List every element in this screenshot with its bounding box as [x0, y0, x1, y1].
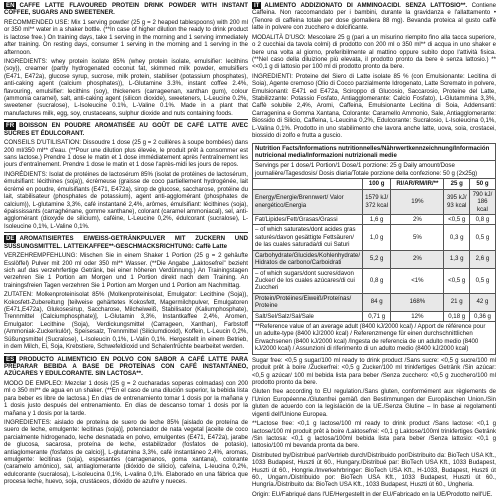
row-value-ri: 2% — [391, 214, 444, 224]
de-usage: VERZEHREMPFEHLUNG: Mischen Sie in einem Shaker 1 Portion (25 g = 2 gehäufte Esslöffel) Pulver mit 200 ml oder 350 ml** Wasser. (**Die Angabe „Laktosefrei" bezieht sich auf das verzehrfertige Getränk, bei einer höheren Verdünnung.) An Trainingstagen verzehren Sie 1 Portion am Morgen und 1 Portion direkt nach dem Training. An trainingsfreien Tagen verzehren Sie 1 Portion am Morgen und 1 Portion am Nachmittag. — [4, 252, 248, 289]
row-label: Fat/Lipides/Fett/Grasas/Grassi — [253, 214, 363, 224]
nutrition-title: Nutrition Facts/Informations nutritionnelles/Nährwertkennzeichnung/Información nutricional media/Informazioni nutrizionali medie — [253, 143, 496, 161]
divider — [4, 232, 248, 233]
lactose-free-note: **Lactose free: <0,1 g lactose/100 ml ready to drink product /Sans lactose: <0,1 g lactose/100 ml produit prêt à boire /Laktosefrei: <0,1 g Laktose/100ml trinkfertiges Getränk /Sin lactosa: <0,1 g lactosa/100ml bebida lista para beber /Senza lattosio: <0,1 g lattosio/100 ml bevanda pronta da bere. — [252, 420, 496, 450]
row-value-100g: 0,71 g — [363, 311, 391, 321]
table-row — [253, 311, 496, 321]
it-intro: Contiene Caffeina. Non raccomandato per i bambini, durante la gravidanza e l'allattamento • (Tenore di caffeina totale per dose giornaliera 88 mg). Bevanda proteica al gusto caffè latte in polvere con zucchero e dolcificante. — [252, 2, 496, 32]
en-title: CAFFÈ LATTE FLAVOURED PROTEIN DRINK POWDER WITH INSTANT COFFEE, SUGARS AND SWEETENER. — [4, 2, 248, 17]
de-title: AROMATISIERTES EIWEISS-GETRÄNKPULVER MIT ZUCKERN UND SÜSSUNGSMITTEL. LATTE/KAFFEE**-GESCHMACKSRICHTUNG: Caffè Latte — [4, 235, 248, 250]
left-column — [4, 2, 248, 498]
fr-section — [4, 122, 248, 137]
header-50g: 50 g — [469, 179, 495, 189]
lang-badge-de: DE — [6, 235, 15, 243]
distributor-note: Distributed by/Distribué par/Vertrieb durch/Distribuido por/Distribuito da: BioTech USA Kft., 1033 Budapest, Huszti út 60., Hungary./Distribué par: BioTech USA Kft., 1033 Budapest, Huszti út 60., Hongrie./Inverkehrbringer: BioTech USA Kft., H-1033, Budapest, Huszti út 60., Ungarn./Distribuido por: BioTech USA Kft., 1033 Budapest, Huszti út 60., Hungría./Distribuito da: BioTech USA Kft., 1033 Budapest, Huszti út 60., Ungheria. — [252, 451, 496, 489]
table-row — [253, 293, 496, 311]
nutrition-table — [252, 143, 496, 355]
es-title: PRODUCTO ALIMENTICIO EN POLVO CON SABOR A CAFÉ LATTE PARA PREPARAR BEBIDA A BASE DE PROTEÍNAS CON CAFÉ INSTANTÁNEO, AZÚCARES Y EDULCORANTE. SIN LACTOSA**. — [4, 355, 248, 378]
row-label: Energy/Energie/Brennwert/ Valor energético/Energia — [253, 189, 363, 214]
row-value-50g: 790 kJ/ 186 kcal — [469, 189, 495, 214]
row-value-ri: 5% — [391, 225, 444, 250]
table-row — [253, 189, 496, 214]
gluten-free-note: Gluten free according to EU regulation./Sans gluten, conformément aux règlements de l'Union Européenne./Glutenfrei gemäß den Bestimmungen der Europäischen Union./Sin gluten de acuerdo con la legislación de la UE./Senza Glutine – In base ai regolamenti vigenti dell'Unione Europea. — [252, 388, 496, 418]
row-value-ri: 168% — [391, 293, 444, 311]
es-section — [4, 356, 248, 378]
row-value-100g: 1,0 g — [363, 225, 391, 250]
row-value-50g: 42 g — [469, 293, 495, 311]
it-usage: MODALITÀ D'USO: Mescolare 25 g (pari a un misurino riempito fino alla tacca superiore, o 2 cucchiai da tavola colmi) di prodotto con 200 ml o 350 ml** di acqua in uno shaker e bere una volta al giorno, preferibilmente al mattino oppure subito dopo l'attività fisica. (**Nel caso della diluizione più elevata, il prodotto pronto da bere è senza lattosio.) **<<0,1 g di lattosio per 100 ml di prodotto pronto da bere. — [252, 33, 496, 71]
row-value-50g: 0,5 g — [469, 225, 495, 250]
sugar-free-note: Sugar free: <0,5 g sugar/100 ml ready to drink product /Sans sucre: <0,5 g sucre/100 ml produit prêt à boire /Zuckerfrei: <0,5 g Zucker/100 ml trinkfertiges Getränk /Sin azúcar: <0,5 g azúcar/ 100 ml bebida lista para beber /Senza zucchero: <0,5 g zucchero/100 ml prodotto pronto da bere. — [252, 356, 496, 386]
header-empty — [253, 179, 363, 189]
en-ingredients: INGREDIENTS: whey protein isolate 85% (whey protein isolate, emulsifier: lecithins (soy)), creamer (partly hydrogenated coconut fat, skimmed milk powder, emulsifiers (E471, E472a), glucose syrup, sucrose, milk protein, stabiliser (potassium phosphates), anti-caking agent (calcium phosphates)), L-Glutamine 3.3%, instant coffee 2.4%, flavouring, emulsifier: lecithins (soy), thickeners (carrageenan, xanthan gum), colour (ammonia caramel), salt, anti-caking agent (silicon dioxide), sweeteners, L-Leucine 0.2%, sweetener (sucralose), L-Isoleucine 0.1%, L-Valine 0.1%. Made in a plant that manufactures milk, egg, soy, crustaceans, sulphur dioxide and nuts containing foods. — [4, 57, 248, 117]
row-value-25g: 0,18 g — [444, 311, 469, 321]
table-row — [253, 214, 496, 224]
row-value-50g: 0,8 g — [469, 214, 495, 224]
row-value-50g: 0,36 g — [469, 311, 495, 321]
divider — [4, 353, 248, 354]
row-value-25g: 395 kJ/ 93 kcal — [444, 189, 469, 214]
row-label: Carbohydrate/Glucides/Kohlenhydrate/ Hidratos de carbono/Carboidrati — [253, 250, 363, 268]
it-ingredients: INGREDIENTI: Proteine del Siero di Latte isolate 85 % (con Emulsionante: Lecitina di Soia), Agente cremoso (Olio di Cocco parzialmente Idrogenato, Latte Scremato in polvere, Emulsionanti: E471 ed E472a, Sciroppo di Glucosio, Saccarosio, Proteine del Latte, Stabilizzante: Potassio Fosfato, Antiagglomerante: Calcio Fosfato), L-Glutammina 3,3%, Caffè solubile 2,4%, Aromi, Caffeina, Emulsionante Lecitina di Soia, Addensanti: Carragenina e Gomma Xantana, Colorante: Caramello Ammonio, Sale, Antiagglomerante: Biossido di Silicio, Caffeina, L-Leucina 0,2%, Edulcorante: Sucralosio, L-Isoleucina 0,1%, L-Valina 0,1%. Prodotto in uno stabilimento che lavora anche latte, uova, soia, crostacei, biossido di zolfo e frutta a guscio. — [252, 72, 496, 140]
right-column — [252, 2, 496, 498]
row-value-ri: 12% — [391, 311, 444, 321]
lang-badge-en: EN — [6, 2, 15, 9]
fr-usage: CONSEILS D'UTILISATION: Dissoudre 1 dose (25 g = 2 cuillères à soupe bombées) dans 200 ml/350 ml** d'eau. (**Pour une dilution plus élevée, le produit prêt à consommer est sans lactose.) Prendre 1 dose le matin et 1 dose immédiatement après l'entraînement les jours d'entraînement. Prendre 1 dose le matin et 1 dose l'après-midi les jours de repos. — [4, 139, 248, 169]
row-value-25g: <0,5 g — [444, 268, 469, 293]
fr-ingredients: INGRÉDIENTS: Isolat de protéines de lactosérum 85% (isolat de protéines de lactosérum, émulsifiant: lécithines (soja)), écrémeuse (graisse de coco partiellement hydrogénée, lait écrémé en poudre, émulsifiants (E471, E472a), sirop de glucose, saccharose, protéine du lait, stabilisateur (phosphates de potassium), agent anti-agglomérant (phosphates de calcium)), L-glutamine 3,3%, café instantané 2,4%, arômes, émulsifiant: lécithines (soja), épaississants (carraghénane, gomme xanthane), colorant (caramel ammoniacal), sel, anti-agglomérant (dioxyde de silicium), caféine, L-Leucine 0,2%, édulcorant (sucralose), L-Isoleucine 0,1%, L-Valine 0,1%. — [4, 170, 248, 230]
row-value-50g: 0,5 g — [469, 268, 495, 293]
row-label: – of which saturates/dont acides gras saturés/davon gesättigte Fettsäuren/ de las cuales saturada/di cui Saturi — [253, 225, 363, 250]
row-value-25g: 21 g — [444, 293, 469, 311]
en-section — [4, 2, 248, 17]
es-usage: MODO DE EMPLEO: Mezclar 1 dosis (25 g = 2 cucharadas soperas colmadas) con 200 ml o 350 ml** de agua en un shaker. (**En el caso de una dilución superior, la bebida lista para beber es libre de lactosa.) En días de entrenamiento tomar 1 dosis por la mañana y 1 dosis justo después del entrenamiento. En días de descanso tomar 1 dosis por la mañana y 1 dosis por la tarde. — [4, 379, 248, 417]
header-25g: 25 g — [444, 179, 469, 189]
row-value-25g: 1,3 g — [444, 250, 469, 268]
table-row — [253, 268, 496, 293]
header-100g: 100 g — [363, 179, 391, 189]
row-value-ri: <1% — [391, 268, 444, 293]
lang-badge-fr: FR — [6, 122, 15, 130]
row-value-25g: 0,3 g — [444, 225, 469, 250]
row-value-100g: 5,2 g — [363, 250, 391, 268]
nutrition-footnote: **Reference value of an average adult (8400 kJ/2000 kcal) / Apport de référence pour un adulte-type (8400 kJ/2000 kcal) / Referenzmenge für einen durchschnittlichen Erwachsenen (8400 kJ/2000 kcal) /Ingesta de referencia de un adulto medio (8400 kJ/2000 kcal) / Assunzioni di riferimento di un adulto medio (8400 kJ/2000 kcal) — [253, 322, 496, 355]
row-value-100g: 0,8 g — [363, 268, 391, 293]
fr-title: BOISSON EN POUDRE AROMATISÉE AU GOÛT DE CAFÉ LATTE AVEC SUCRES ET ÉDULCORANT. — [4, 122, 248, 137]
row-value-ri: 19% — [391, 189, 444, 214]
table-row — [253, 225, 496, 250]
en-recommended-use: RECOMMENDED USE: Mix 1 serving powder (25 g = 2 heaped tablespoons) with 200 ml or 350 ml** water in a shaker bottle. (**In case of higher dilution the ready to drink product is lactose free.) On training days, take 1 serving in the morning and 1 serving immediately after training. On resting days, consumer 1 serving in the morning and 1 serving in the afternoon. — [4, 18, 248, 56]
it-section — [252, 2, 496, 32]
nutrition-subtitle: Servings per 1 dose/1 Portion/1 Dose/1 porzione: 25 g Daily amount/Dose journalière/Tagesdosis/ Dosis diaria/Totale porzione della confezione: 50 g (2x25g) — [253, 161, 496, 179]
row-value-ri: 2% — [391, 250, 444, 268]
row-value-50g: 2,6 g — [469, 250, 495, 268]
lang-badge-es: ES — [6, 355, 15, 363]
row-label: Salt/Sel/Salz/Sal/Sale — [253, 311, 363, 321]
row-value-25g: <0,5 g — [444, 214, 469, 224]
es-ingredients: INGREDIENTES: aislado de proteína de suero de leche 85% [aislado de proteína de suero de leche, emulgente: lecitinas (soja)], potenciador de nata vegetal [aceite de coco parcialmente hidrogenado, leche desnatada en polvo, emulgentes (E471, E472a), jarabe de glucosa, sacarosa, proteína de leche, estabilizador (fosfatos de potasio), antiaglomerante (fosfatos de calcio)], L-glutamina 3,3%, café instantáneo 2,4%, aromas, emulgente: lecitinas (soja), espesantes (carragenanos, goma xantana), colorante (caramelo amónico), sal, antiaglomerante (dióxido de silicio), cafeína, L-leucina 0,2%, edulcorante (sucralosa), L-isoleucina 0,1%, L-valina 0,1%. Elaborado en una fábrica que procesa leche, huevo, soja, crustáceos, dióxido de azufre y nueces. — [4, 418, 248, 486]
row-value-100g: 1579 kJ/ 372 kcal — [363, 189, 391, 214]
row-value-100g: 1,6 g — [363, 214, 391, 224]
row-label: Protein/Protéines/Eiweiß/Proteínas/ Proteine — [253, 293, 363, 311]
de-section — [4, 235, 248, 250]
de-ingredients: ZUTATEN: Molkenproteinisolat 85% (Molkenproteinisolat, Emulgator: Lecithine (Soja)), Kokosfett-Zubereitung [teilweise gehärtetes Kokosfett, Magermilchpulver, Emulgatoren (E471,E472a), Glukosesirup, Saccharose, Milcheiweiß, Stabilisator (Kaliumphosphate), Trennmittel (Calciumphosphate)], L-Glutamin 3,3%, Instantkaffee 2,4%, Aromen, Emulgator: Lecithine (Soja), Verdickungsmittel (Carrageen, Xanthan), Farbstoff (Ammoniak-Zuckerkulör), Speisesalz, Trennmittel (Siliciumdioxid), Koffein, L-Leucin 0,2%, Süßungsmittel (Sucralose), L-Isoleucin 0,1%, L-Valin 0,1%. Hergestellt in einem Betrieb, in dem Milch, Ei, Soja, Krebstiere, Schwefeldioxid und Schalenfrüchte bearbeitet werden. — [4, 291, 248, 351]
header-ri: RI/AR/RM/IR/** — [391, 179, 444, 189]
origin-note: Origin: EU/Fabriqué dans l'UE/Hergestellt in der EU/Fabricado en la UE/Prodotto nell'UE. — [252, 490, 493, 498]
it-title: ALIMENTO ADDIZIONATO DI AMMINOACIDI. SENZA LATTOSIO**. — [264, 2, 468, 9]
table-row — [253, 250, 496, 268]
row-value-100g: 84 g — [363, 293, 391, 311]
divider — [4, 119, 248, 120]
row-label: – of which sugars/dont sucres/davon Zucker/ de los cuales azúcares/di cui Zuccheri — [253, 268, 363, 293]
lang-badge-it: IT — [254, 2, 260, 9]
